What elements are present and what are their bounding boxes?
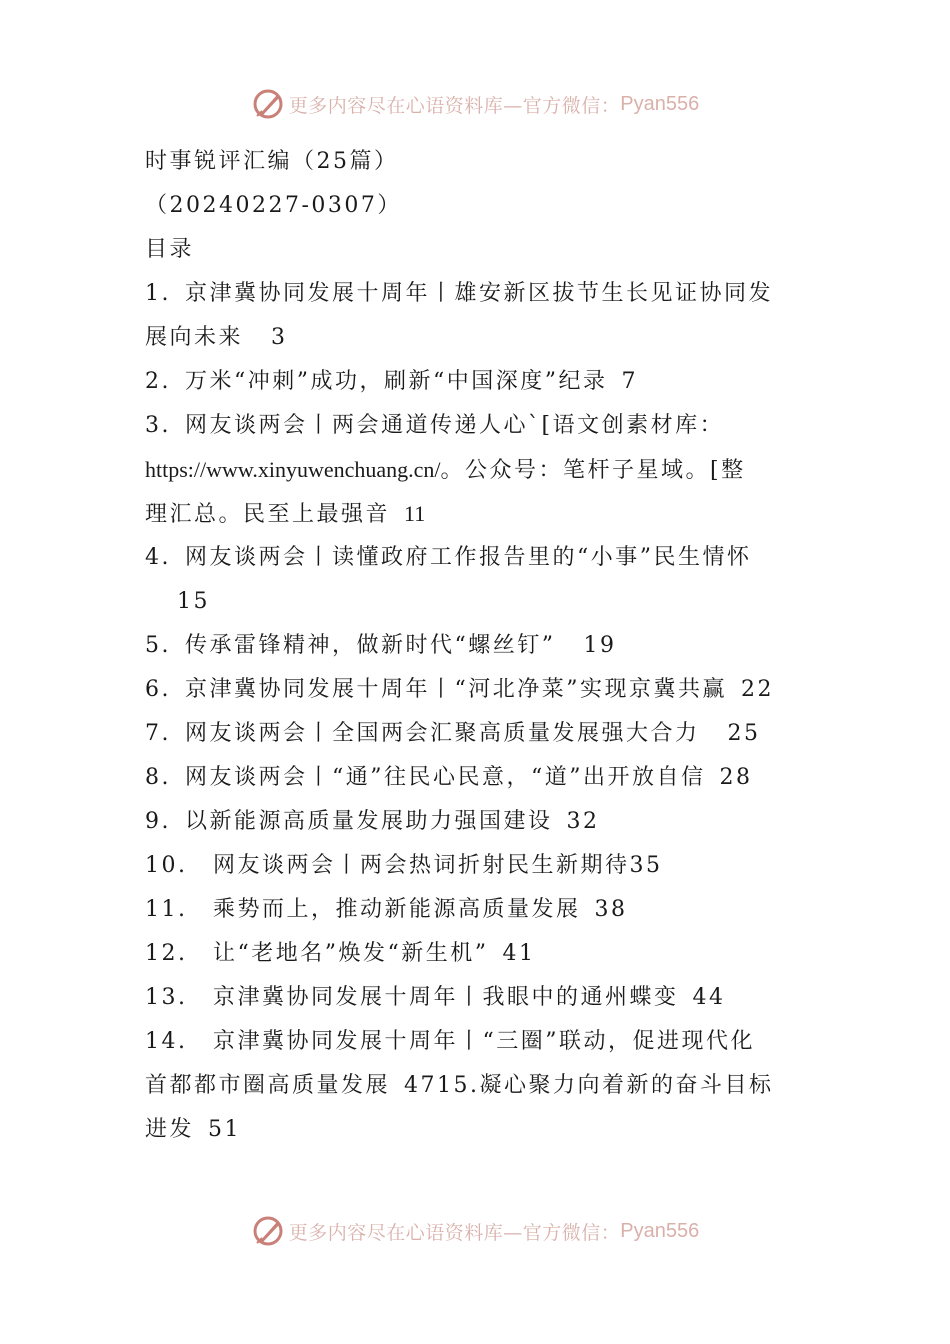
toc-page: 41 — [502, 941, 536, 966]
toc-page: 47 — [404, 1073, 438, 1098]
toc-title: 网友谈两会丨全国两会汇聚高质量发展强大合力 — [185, 721, 700, 746]
toc-heading: 目录 — [145, 237, 195, 262]
toc-entry-4-cont[interactable] — [145, 580, 815, 624]
watermark-banner-top — [0, 84, 950, 124]
toc-number: 5. — [145, 633, 171, 658]
toc-title: 京津冀协同发展十周年丨“三圈”联动，促进现代化 — [213, 1029, 755, 1054]
document-title: 时事锐评汇编（25篇） — [145, 149, 399, 174]
toc-number: 9. — [145, 809, 171, 834]
toc-entry-9[interactable] — [145, 800, 815, 844]
toc-title: 首都都市圈高质量发展 — [145, 1073, 391, 1098]
toc-title: 京津冀协同发展十周年丨雄安新区拔节生长见证协同发 — [185, 281, 774, 306]
toc-number: 10. — [145, 853, 188, 878]
toc-entry-14-cont[interactable] — [145, 1064, 815, 1108]
date-range: （20240227-0307） — [145, 193, 402, 218]
toc-title: 展向未来 — [145, 325, 244, 350]
toc-entry-1-cont[interactable] — [145, 316, 815, 360]
toc-number: 15. — [437, 1073, 480, 1098]
toc-entry-2[interactable] — [145, 360, 815, 404]
toc-entry-4[interactable] — [145, 536, 815, 580]
toc-number: 7. — [145, 721, 171, 746]
toc-title: 传承雷锋精神，做新时代“螺丝钉” — [185, 633, 556, 658]
toc-entry-13[interactable] — [145, 976, 815, 1020]
toc-title: 。公众号：笔杆子星域。[整 — [440, 458, 746, 483]
toc-page: 32 — [566, 809, 600, 834]
toc-title: 让“老地名”焕发“新生机” — [213, 941, 489, 966]
toc-title: 进发 — [145, 1117, 195, 1142]
toc-title: 京津冀协同发展十周年丨“河北净菜”实现京冀共赢 — [185, 677, 727, 702]
toc-entry-1[interactable] — [145, 272, 815, 316]
toc-title: 乘势而上，推动新能源高质量发展 — [213, 897, 581, 922]
toc-number: 11. — [145, 897, 188, 922]
source-url[interactable]: https://www.xinyuwenchuang.cn/ — [145, 457, 441, 482]
toc-entry-14[interactable] — [145, 1020, 815, 1064]
watermark-slogan: 更多内容尽在心语资料库—官方微信： — [288, 94, 621, 117]
document-body — [145, 140, 815, 1152]
quill-logo-icon — [251, 1214, 285, 1248]
toc-title: 网友谈两会丨“通”往民心民意，“道”出开放自信 — [185, 765, 706, 790]
toc-title: 网友谈两会丨读懂政府工作报告里的“小事”民生情怀 — [185, 545, 752, 570]
toc-entry-3-cont[interactable] — [145, 448, 815, 492]
toc-title: 网友谈两会丨两会通道传递人心`[语文创素材库： — [185, 413, 725, 438]
toc-page: 35 — [629, 853, 663, 878]
toc-number: 8. — [145, 765, 171, 790]
toc-number: 12. — [145, 941, 188, 966]
toc-number: 3. — [145, 413, 171, 438]
toc-entry-10[interactable] — [145, 844, 815, 888]
toc-entry-11[interactable] — [145, 888, 815, 932]
watermark-banner-bottom — [0, 1211, 950, 1251]
toc-title: 凝心聚力向着新的奋斗目标 — [479, 1073, 774, 1098]
toc-page: 44 — [692, 985, 726, 1010]
toc-number: 14. — [145, 1029, 188, 1054]
toc-page: 15 — [177, 589, 210, 614]
toc-entry-3[interactable] — [145, 404, 815, 448]
toc-entry-5[interactable] — [145, 624, 815, 668]
toc-title: 以新能源高质量发展助力强国建设 — [185, 809, 553, 834]
toc-page: 3 — [271, 325, 288, 350]
quill-logo-icon — [251, 87, 285, 121]
toc-title: 万米“冲刺”成功，刷新“中国深度”纪录 — [185, 369, 608, 394]
toc-number: 13. — [145, 985, 188, 1010]
toc-page: 28 — [719, 765, 753, 790]
toc-entry-6[interactable] — [145, 668, 815, 712]
toc-title: 网友谈两会丨两会热词折射民生新期待 — [213, 853, 630, 878]
toc-number: 4. — [145, 545, 171, 570]
toc-number: 1. — [145, 281, 171, 306]
toc-entry-8[interactable] — [145, 756, 815, 800]
watermark-wechat-id: Pyan556 — [620, 1219, 700, 1242]
toc-page: 25 — [727, 721, 761, 746]
toc-page: 7 — [621, 369, 638, 394]
toc-entry-15-cont[interactable] — [145, 1108, 815, 1152]
toc-number: 6. — [145, 677, 171, 702]
toc-entry-12[interactable] — [145, 932, 815, 976]
toc-entry-7[interactable] — [145, 712, 815, 756]
toc-page: 11 — [404, 501, 426, 526]
watermark-wechat-id: Pyan556 — [620, 92, 700, 115]
toc-title: 理汇总。民至上最强音 — [145, 502, 391, 527]
toc-page: 19 — [583, 633, 617, 658]
toc-page: 51 — [208, 1117, 242, 1142]
toc-page: 38 — [594, 897, 628, 922]
toc-number: 2. — [145, 369, 171, 394]
toc-page: 22 — [741, 677, 774, 702]
toc-entry-3-cont2[interactable] — [145, 492, 815, 536]
toc-title: 京津冀协同发展十周年丨我眼中的通州蝶变 — [213, 985, 679, 1010]
watermark-slogan: 更多内容尽在心语资料库—官方微信： — [288, 1221, 621, 1244]
